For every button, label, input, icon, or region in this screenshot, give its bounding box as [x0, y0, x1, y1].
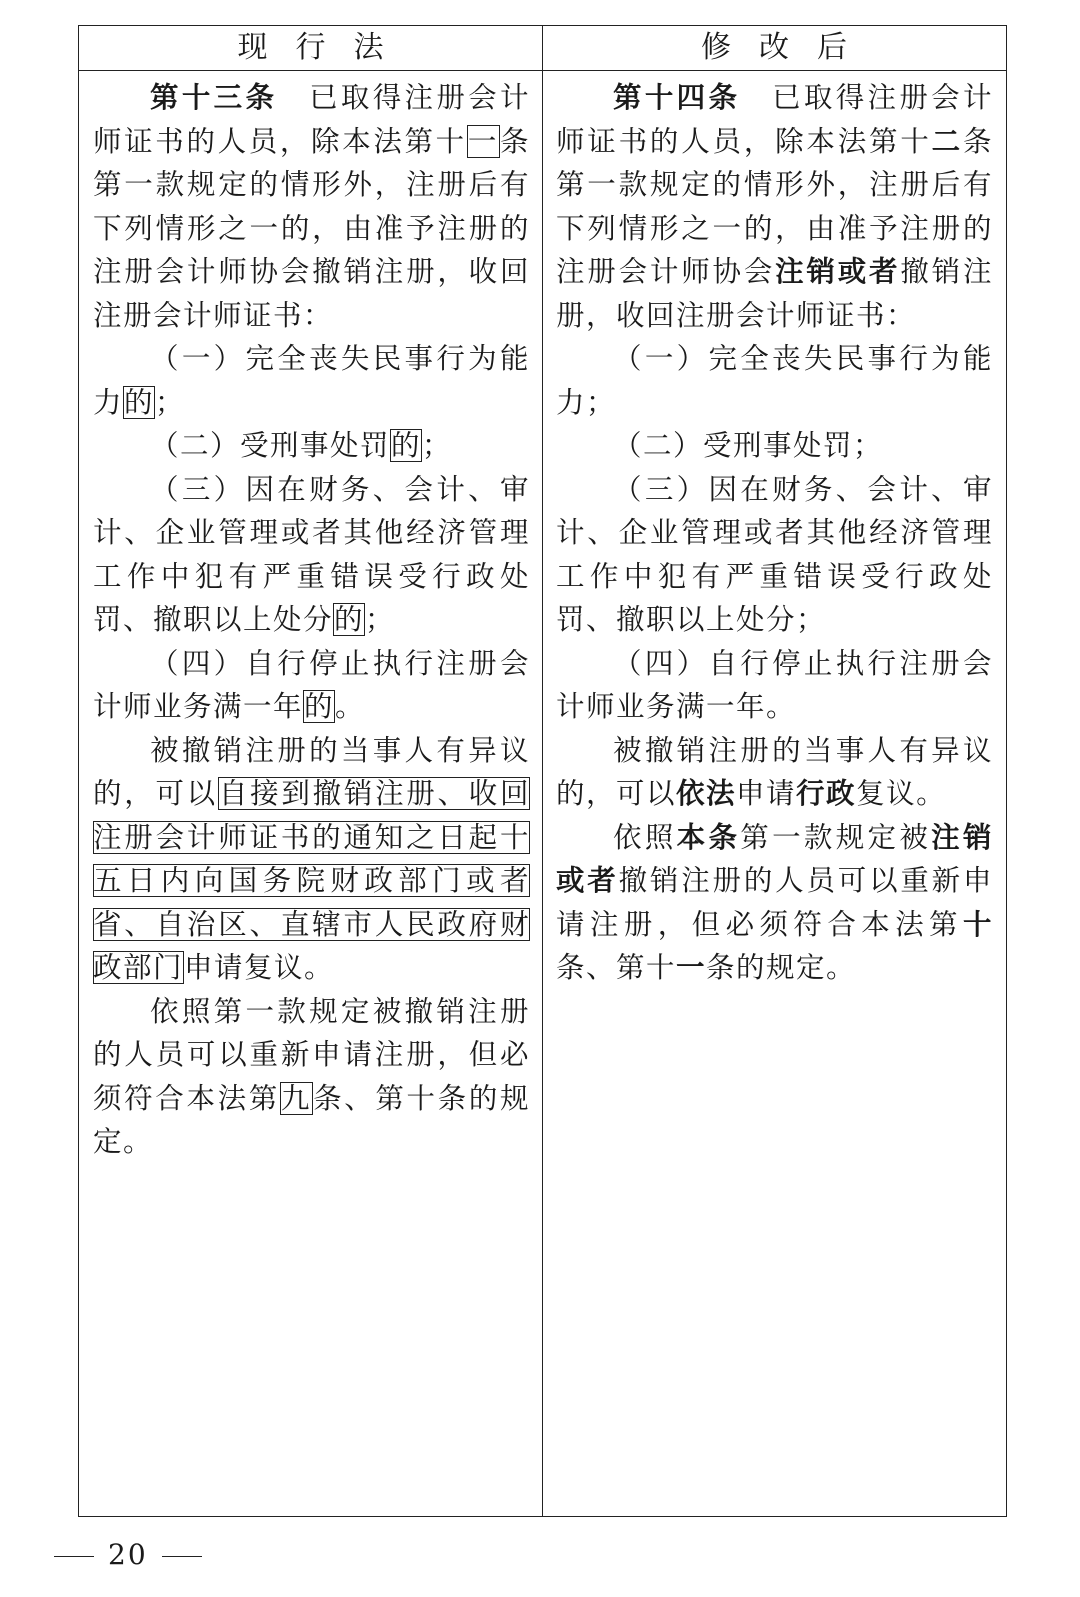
left-item-3 [93, 468, 530, 642]
left-article-paragraph [93, 76, 530, 337]
text-span: ； [155, 385, 186, 419]
left-article-number: 第十三条 [150, 81, 278, 114]
left-item-2 [93, 424, 530, 468]
added-text: 注销或者 [556, 820, 993, 897]
text-span: 复议。 [856, 777, 947, 810]
added-text: 十 [962, 907, 993, 941]
text-span: 条、第十 [556, 951, 677, 984]
header-amended-law: 修改后 [701, 30, 875, 65]
deleted-text-box: 自接到撤销注册、收回注册会计师证书的通知之日起十五日内向国务院财政部门或者省、自治区、直辖市人民政府财政部门 [93, 777, 530, 984]
text-span: 第一款规定被 [740, 820, 932, 854]
added-text: 二 [931, 124, 963, 158]
right-article-number: 第十四条 [613, 81, 741, 114]
text-span: 条、第十条的规定。 [93, 1081, 530, 1158]
comparison-table [78, 25, 1007, 1517]
deleted-text-box: 的 [124, 385, 155, 419]
added-text: 本条 [676, 820, 741, 854]
footer-dash-right [162, 1556, 202, 1557]
text-span: 依照 [613, 820, 677, 854]
left-reapply-paragraph [93, 990, 530, 1164]
text-span: 已取得注册会计师证书的人员，除本法第十 [556, 81, 993, 158]
footer-dash-left [54, 1556, 94, 1557]
left-item-1 [93, 337, 530, 424]
text-span: 依照第一款规定被撤销注册的人员可以重新申请注册，但必须符合本法第 [93, 994, 530, 1115]
text-span: （四）自行停止执行注册会计师业务满一年 [93, 646, 530, 723]
column-divider [542, 26, 543, 1516]
right-item-2: （二）受刑事处罚； [613, 429, 884, 462]
text-span: 被撤销注册的当事人有异议的，可以 [556, 733, 993, 810]
text-span: 条第一款规定的情形外，注册后有下列情形之一的，由准予注册的注册会计师协会 [556, 124, 993, 288]
right-objection-paragraph [556, 729, 993, 816]
deleted-text-box: 的 [391, 429, 422, 462]
current-law-column [93, 76, 530, 1164]
deleted-text-box: 的 [334, 603, 365, 636]
added-text: 依法 [676, 777, 737, 810]
right-item-4: （四）自行停止执行注册会计师业务满一年。 [556, 646, 993, 723]
deleted-text-box: 一 [467, 124, 499, 158]
text-span: 申请复议。 [184, 951, 335, 984]
right-item-1: （一）完全丧失民事行为能力； [556, 342, 993, 419]
page-number: 20 [108, 1538, 148, 1571]
text-span: 申请 [736, 777, 797, 810]
right-reapply-paragraph [556, 816, 993, 990]
deleted-text-box: 九 [280, 1081, 313, 1115]
text-span: 条第一款规定的情形外，注册后有下列情形之一的，由准予注册的注册会计师协会撤销注册，收回注册会计师证书： [93, 124, 530, 332]
text-span: （一）完全丧失民事行为能力 [93, 342, 530, 419]
page-footer [40, 1538, 216, 1571]
added-text: 一 [676, 951, 707, 984]
left-objection-paragraph [93, 729, 530, 990]
text-span: 撤销注册，收回注册会计师证书： [556, 255, 993, 332]
text-span: ； [365, 603, 396, 636]
right-article-paragraph [556, 76, 993, 337]
left-item-4 [93, 642, 530, 729]
header-current-law: 现行法 [237, 30, 412, 65]
text-span: 条的规定。 [706, 951, 857, 984]
text-span: ； [422, 429, 453, 462]
text-span: 撤销注册的人员可以重新申请注册，但必须符合本法第 [556, 864, 993, 941]
text-span: 被撤销注册的当事人有异议的，可以 [93, 733, 530, 810]
text-span: 。 [335, 690, 366, 723]
added-text: 行政 [796, 777, 857, 810]
text-span: （二）受刑事处罚 [150, 429, 391, 462]
right-item-3: （三）因在财务、会计、审计、企业管理或者其他经济管理工作中犯有严重错误受行政处罚、撤职以上处分； [556, 472, 993, 636]
added-text: 注销或者 [775, 255, 901, 288]
text-span: 已取得注册会计师证书的人员，除本法第十 [93, 81, 530, 158]
amended-law-column [556, 76, 993, 990]
text-span: （三）因在财务、会计、审计、企业管理或者其他经济管理工作中犯有严重错误受行政处罚、撤职以上处分 [93, 472, 530, 636]
deleted-text-box: 的 [304, 690, 335, 723]
